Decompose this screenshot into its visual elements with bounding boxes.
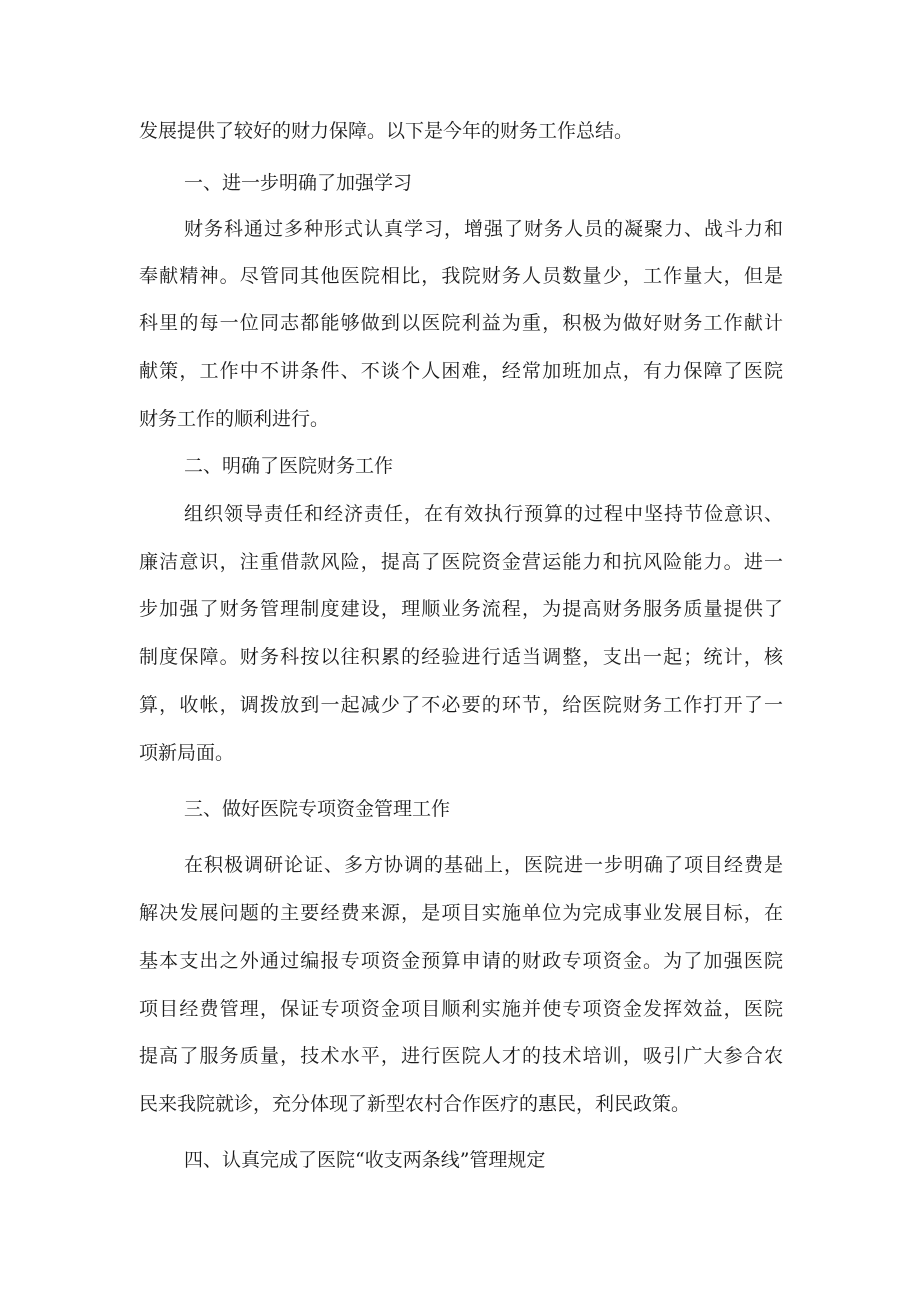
paragraph-line: 步加强了财务管理制度建设，理顺业务流程，为提高财务服务质量提供了: [139, 598, 783, 620]
paragraph-line: 科里的每一位同志都能够做到以医院利益为重，积极为做好财务工作献计: [139, 312, 783, 334]
section-heading-4: 四、认真完成了医院“收支两条线”管理规定: [184, 1149, 546, 1171]
paragraph-line: 廉洁意识，注重借款风险，提高了医院资金营运能力和抗风险能力。进一: [139, 551, 783, 573]
paragraph-line: 算，收帐，调拨放到一起减少了不必要的环节，给医院财务工作打开了一: [139, 694, 783, 716]
paragraph-line: 提高了服务质量，技术水平，进行医院人才的技术培训，吸引广大参合农: [139, 1045, 783, 1067]
paragraph-line: 项目经费管理，保证专项资金项目顺利实施并使专项资金发挥效益，医院: [139, 998, 783, 1020]
paragraph-line: 组织领导责任和经济责任，在有效执行预算的过程中坚持节俭意识、: [184, 503, 783, 525]
paragraph-line: 在积极调研论证、多方协调的基础上，医院进一步明确了项目经费是: [184, 854, 783, 876]
paragraph-line: 基本支出之外通过编报专项资金预算申请的财政专项资金。为了加强医院: [139, 950, 783, 972]
paragraph-line: 献策，工作中不讲条件、不谈个人困难，经常加班加点，有力保障了医院: [139, 360, 783, 382]
section-heading-2: 二、明确了医院财务工作: [184, 455, 394, 477]
paragraph-line: 财务工作的顺利进行。: [139, 408, 330, 430]
paragraph-line: 奉献精神。尽管同其他医院相比，我院财务人员数量少，工作量大，但是: [139, 265, 783, 287]
paragraph-line: 制度保障。财务科按以往积累的经验进行适当调整，支出一起；统计，核: [139, 646, 783, 668]
paragraph-line: 民来我院就诊，充分体现了新型农村合作医疗的惠民，利民政策。: [139, 1093, 691, 1115]
section-heading-3: 三、做好医院专项资金管理工作: [184, 798, 451, 820]
paragraph-line: 发展提供了较好的财力保障。以下是今年的财务工作总结。: [139, 120, 634, 142]
section-heading-1: 一、进一步明确了加强学习: [184, 172, 413, 194]
paragraph-line: 解决发展问题的主要经费来源，是项目实施单位为完成事业发展目标，在: [139, 902, 783, 924]
paragraph-line: 财务科通过多种形式认真学习，增强了财务人员的凝聚力、战斗力和: [184, 218, 783, 240]
paragraph-line: 项新局面。: [139, 742, 235, 764]
